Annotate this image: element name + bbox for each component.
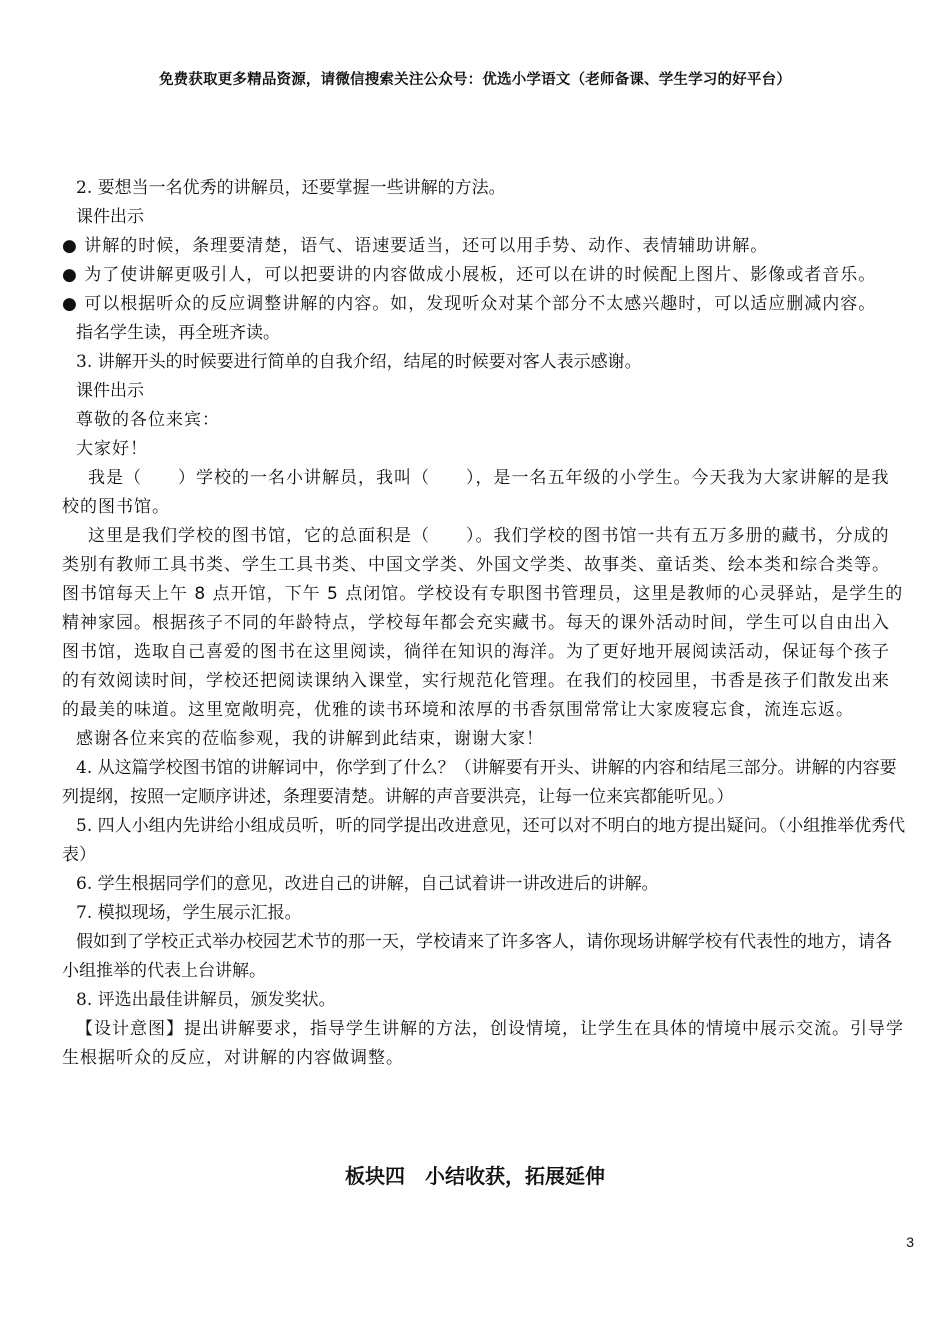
paragraph-read: 指名学生读，再全班齐读。 [76, 323, 280, 343]
speech-greeting: 尊敬的各位来宾： [76, 410, 220, 430]
speech-hello: 大家好！ [76, 439, 148, 459]
paragraph-step-7: 7. 模拟现场，学生展示汇报。 [76, 903, 302, 923]
paragraph-courseware-1: 课件出示 [76, 207, 144, 227]
paragraph-step-5: 5. 四人小组内先讲给小组成员听，听的同学提出改进意见，还可以对不明白的地方提出疑问。（小组推举优秀代表） [62, 816, 906, 865]
bullet-item-2: ● 为了使讲解更吸引人，可以把要讲的内容做成小展板，还可以在讲的时候配上图片、影像或者音乐。 [62, 265, 877, 285]
paragraph-step-2: 2. 要想当一名优秀的讲解员，还要掌握一些讲解的方法。 [76, 178, 506, 198]
speech-library: 这里是我们学校的图书馆，它的总面积是（ ）。我们学校的图书馆一共有五万多册的藏书，分成的类别有教师工具书类、学生工具书类、中国文学类、外国文学类、故事类、童话类、绘本类和综合类等。图书馆每天上午 8 点开馆，下午 5 点闭馆。学校设有专职图书管理员，这里是教师的心灵驿站，是学生的精神家园。根据孩子不同的年龄特点，学校每年都会充实藏书。每天的课外活动时间，学生可以自由出入图书馆，选取自己喜爱的图书在这里阅读，徜徉在知识的海洋。为了更好地开展阅读活动，保证每个孩子的有效阅读时间，学校还把阅读课纳入课堂，实行规范化管理。在我们的校园里，书香是孩子们散发出来的最美的味道。这里宽敞明亮，优雅的读书环境和浓厚的书香氛围常常让大家废寝忘食，流连忘返。 [62, 526, 904, 720]
paragraph-step-3: 3. 讲解开头的时候要进行简单的自我介绍，结尾的时候要对客人表示感谢。 [76, 352, 642, 372]
speech-thanks: 感谢各位来宾的莅临参观，我的讲解到此结束，谢谢大家！ [76, 729, 544, 749]
paragraph-scenario: 假如到了学校正式举办校园艺术节的那一天，学校请来了许多客人，请你现场讲解学校有代表性的地方，请各小组推举的代表上台讲解。 [62, 932, 892, 981]
paragraph-courseware-2: 课件出示 [76, 381, 144, 401]
bullet-item-3: ● 可以根据听众的反应调整讲解的内容。如，发现听众对某个部分不太感兴趣时，可以适应删减内容。 [62, 294, 877, 314]
bullet-item-1: ● 讲解的时候，条理要清楚，语气、语速要适当，还可以用手势、动作、表情辅助讲解。 [62, 236, 769, 256]
page-number: 3 [906, 1234, 914, 1250]
document-body [62, 174, 906, 1073]
design-intent: 【设计意图】提出讲解要求，指导学生讲解的方法，创设情境，让学生在具体的情境中展示交流。引导学生根据听众的反应，对讲解的内容做调整。 [62, 1019, 904, 1068]
section-title: 板块四 小结收获，拓展延伸 [345, 1164, 605, 1188]
page-header: 免费获取更多精品资源，请微信搜索关注公众号：优选小学语文（老师备课、学生学习的好平台） [158, 72, 792, 88]
speech-intro: 我是（ ）学校的一名小讲解员，我叫（ ），是一名五年级的小学生。今天我为大家讲解的是我校的图书馆。 [62, 468, 890, 517]
paragraph-step-8: 8. 评选出最佳讲解员，颁发奖状。 [76, 990, 336, 1010]
paragraph-step-6: 6. 学生根据同学们的意见，改进自己的讲解，自己试着讲一讲改进后的讲解。 [76, 874, 659, 894]
paragraph-step-4: 4. 从这篇学校图书馆的讲解词中，你学到了什么？（讲解要有开头、讲解的内容和结尾三部分。讲解的内容要列提纲，按照一定顺序讲述，条理要清楚。讲解的声音要洪亮，让每一位来宾都能听见。） [62, 758, 897, 807]
